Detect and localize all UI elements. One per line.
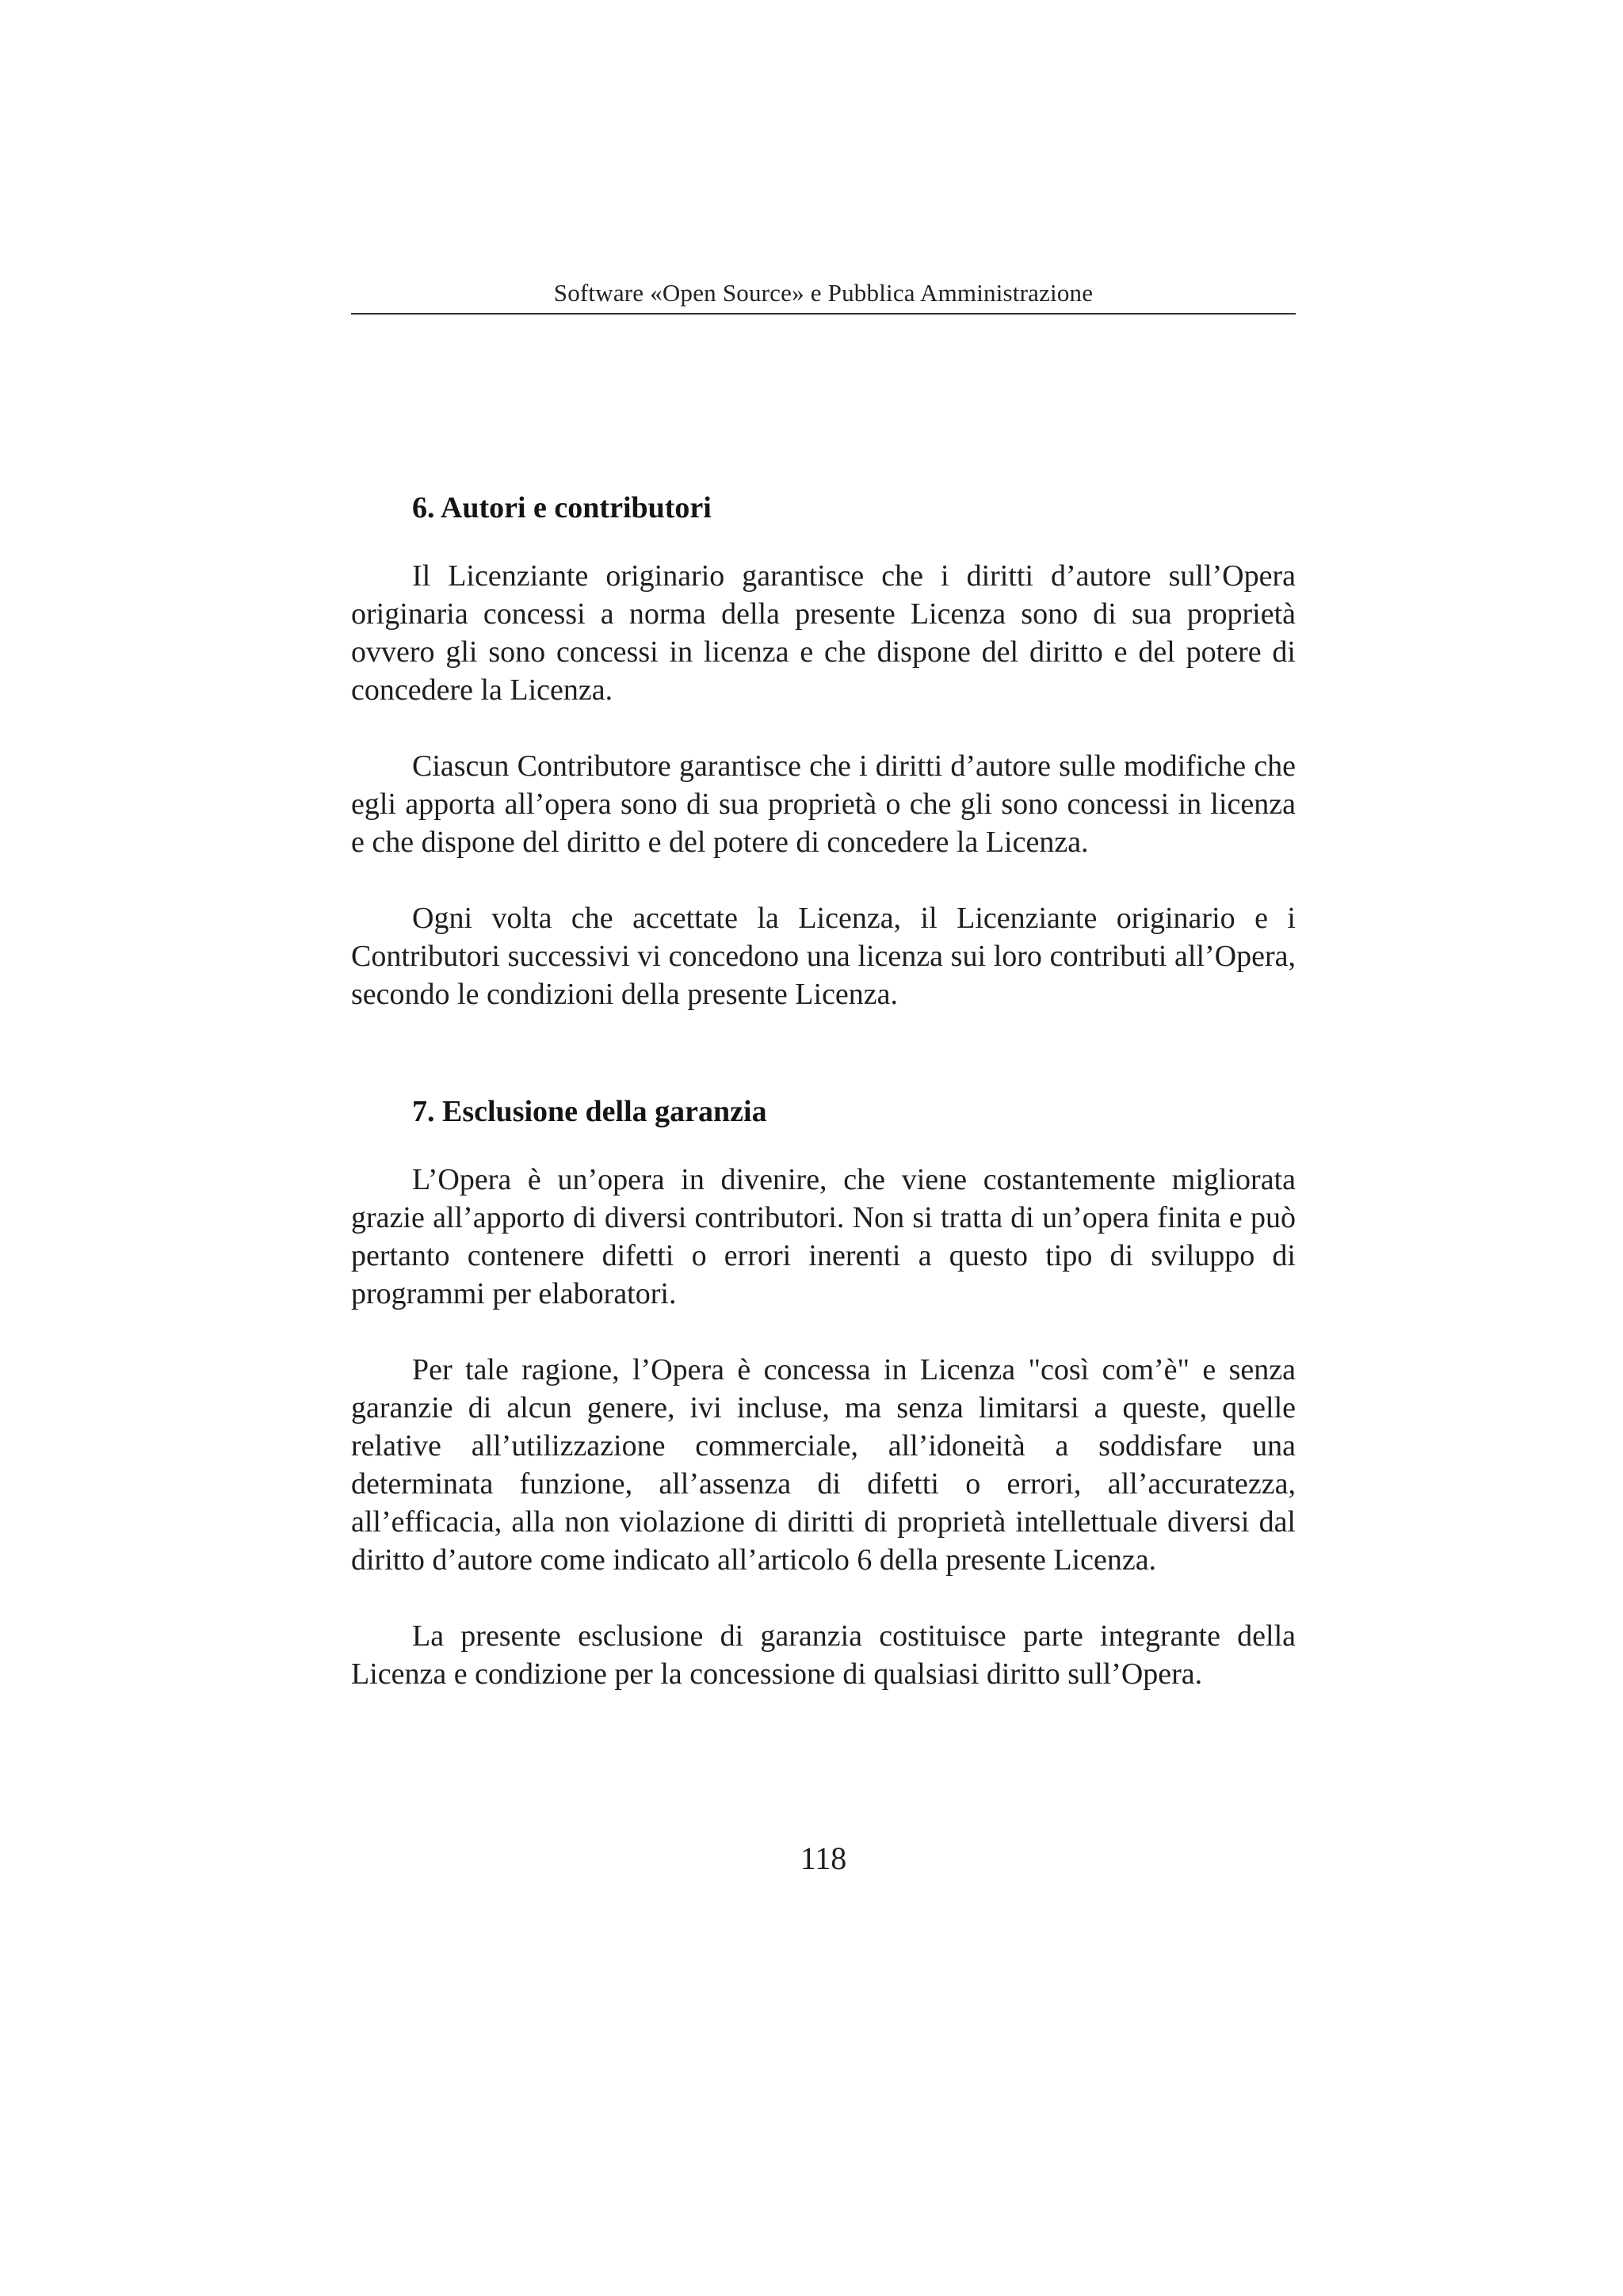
section-warranty-exclusion	[351, 1093, 1296, 1693]
page-content	[351, 489, 1296, 1731]
paragraph: La presente esclusione di garanzia costituisce parte integrante della Licenza e condizione per la concessione di qualsiasi diritto sull’Opera.	[351, 1619, 1296, 1691]
section-authors-contributors	[351, 489, 1296, 1013]
paragraph: Il Licenziante originario garantisce che i diritti d’autore sull’Opera originaria concessi a norma della presente Licenza sono di sua proprietà ovvero gli sono concessi in licenza e che dispone del diritto e del potere di concedere la Licenza.	[351, 559, 1296, 707]
section-heading: 6. Autori e contributori	[412, 491, 712, 524]
paragraph: Ogni volta che accettate la Licenza, il Licenziante originario e i Contributori successivi vi concedono una licenza sui loro contributi all’Opera, secondo le condizioni della presente Licenza.	[351, 902, 1296, 1011]
running-header: Software «Open Source» e Pubblica Amministrazione	[553, 279, 1094, 307]
paragraph: L’Opera è un’opera in divenire, che viene costantemente migliorata grazie all’apporto di diversi contributori. Non si tratta di un’opera finita e può pertanto contenere difetti o errori inerenti a questo tipo di sviluppo di programmi per elaboratori.	[351, 1163, 1296, 1310]
header-rule	[351, 313, 1296, 315]
paragraph: Ciascun Contributore garantisce che i diritti d’autore sulle modifiche che egli apporta all’opera sono di sua proprietà o che gli sono concessi in licenza e che dispone del diritto e del potere di concedere la Licenza.	[351, 749, 1296, 859]
paragraph: Per tale ragione, l’Opera è concessa in Licenza "così com’è" e senza garanzie di alcun genere, ivi incluse, ma senza limitarsi a queste, quelle relative all’utilizzazione commerciale, all’idoneità a soddisfare una determinata funzione, all’assenza di difetti o errori, all’accuratezza, all’efficacia, alla non violazione di diritti di proprietà intellettuale diversi dal diritto d’autore come indicato all’articolo 6 della presente Licenza.	[351, 1353, 1296, 1577]
page-number: 118	[800, 1840, 847, 1876]
section-heading: 7. Esclusione della garanzia	[412, 1095, 767, 1128]
